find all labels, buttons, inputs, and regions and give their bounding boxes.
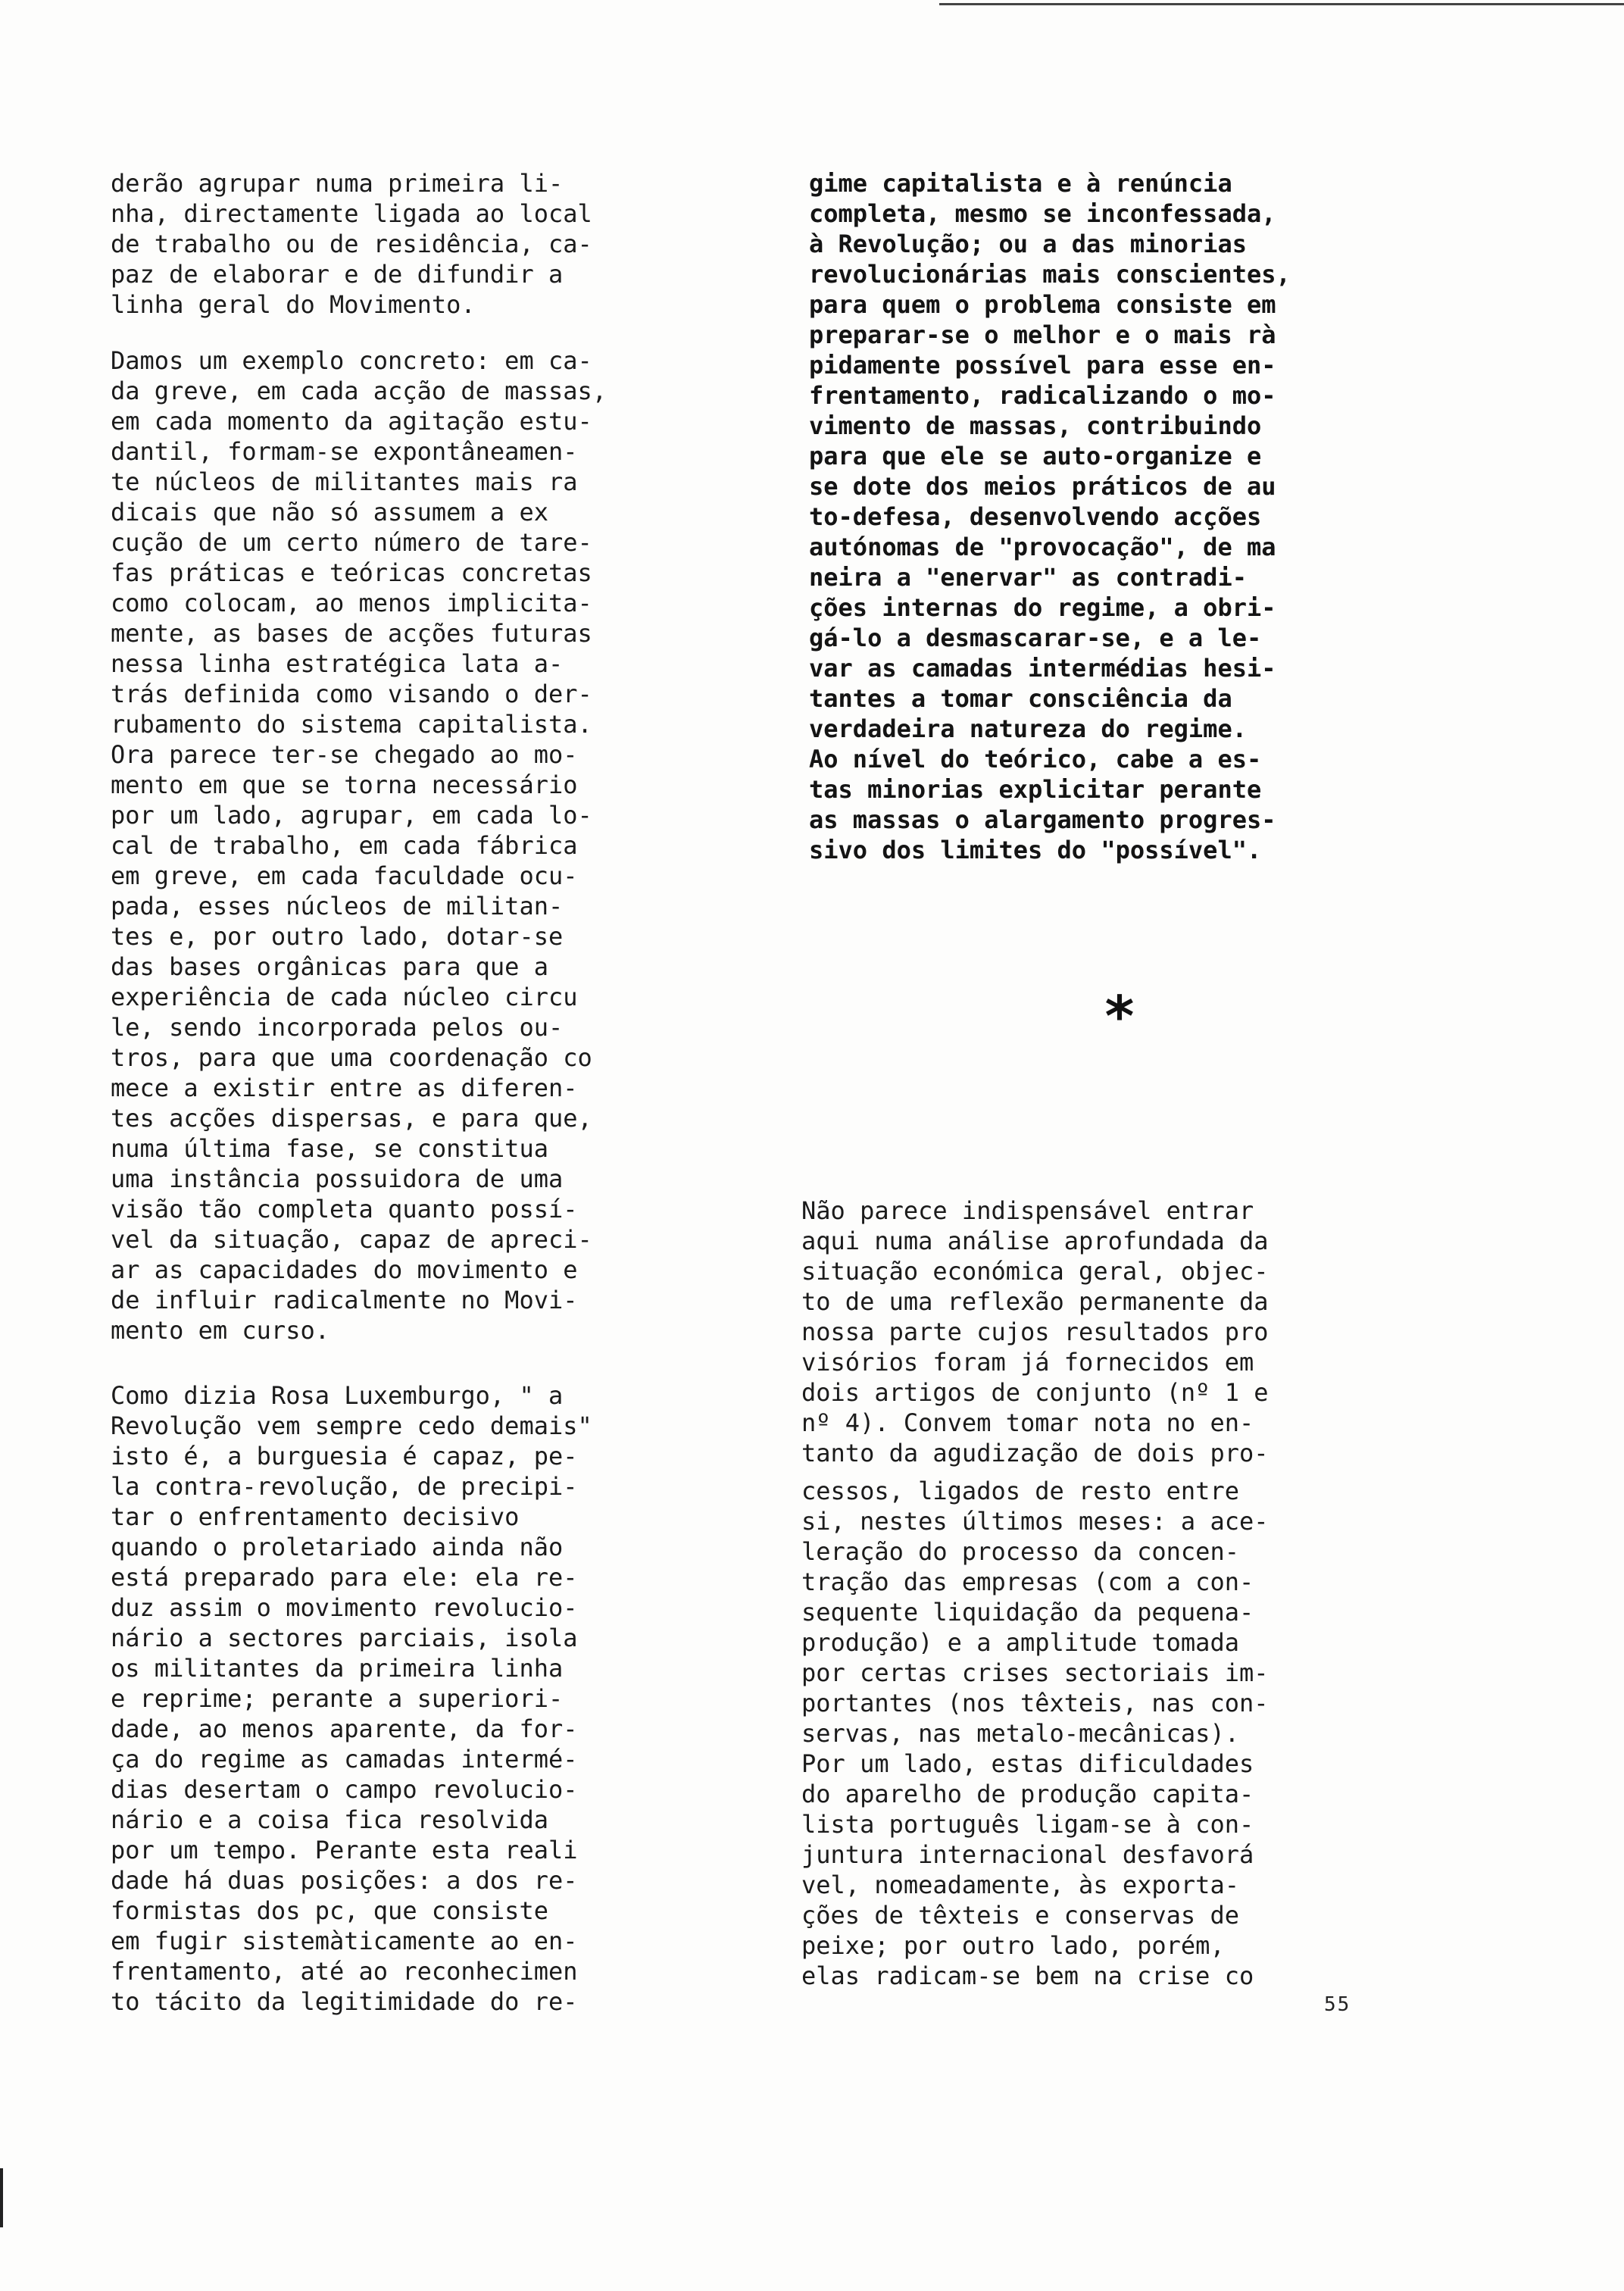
left-edge-mark (0, 2168, 3, 2227)
left-paragraph-1: derão agrupar numa primeira li- nha, directamente ligada ao local de trabalho ou de residência, ca- paz de elaborar e de difundir a linha geral do Movimento. (111, 169, 592, 319)
left-paragraph-3: Como dizia Rosa Luxemburgo, " a Revolução vem sempre cedo demais" isto é, a burguesia é capaz, pe- la contra-revolução, de precipi- tar o enfrentamento decisivo quando o proletariado ainda não está preparado para ele: ela re- duz assim o movimento revolucio- nário a sectores parciais, isola os militantes da primeira linha e reprime; perante a superiori- dade, ao menos aparente, da for- ça do regime as camadas intermé- dias desertam o campo revolucio- nário e a coisa fica resolvida por um tempo. Perante esta reali dade há duas posições: a dos re- formistas dos pc, que consiste em fugir sistemàticamente ao en- frentamento, até ao reconhecimen to tácito da legitimidade do re- (111, 1381, 592, 2016)
right-column-top (809, 168, 1445, 865)
right-paragraph-3: cessos, ligados de resto entre si, nestes últimos meses: a ace- leração do processo da concen- tração das empresas (com a con- sequente liquidação da pequena- produção) e a amplitude tomada por certas crises sectoriais im- portantes (nos têxteis, nas con- servas, nas metalo-mecânicas). Por um lado, estas dificuldades do aparelho de produção capita- lista português ligam-se à con- juntura internacional desfavorá vel, nomeadamente, às exporta- ções de têxteis e conservas de peixe; por outro lado, porém, elas radicam-se bem na crise co (801, 1477, 1269, 1990)
section-separator-asterisk: * (1104, 984, 1135, 1049)
right-paragraph-2: Não parece indispensável entrar aqui numa análise aprofundada da situação económica geral, objec- to de uma reflexão permanente da nossa parte cujos resultados pro visórios foram já fornecidos em dois artigos de conjunto (nº 1 e nº 4). Convem tomar nota no en- tanto da agudização de dois pro- (801, 1196, 1269, 1467)
left-column (111, 168, 747, 2017)
right-paragraph-1: gime capitalista e à renúncia completa, mesmo se inconfessada, à Revolução; ou a das minorias revolucionárias mais conscientes, para quem o problema consiste em preparar-se o melhor e o mais rà pidamente possível para esse en- frentamento, radicalizando o mo- vimento de massas, contribuindo para que ele se auto-organize e se dote dos meios práticos de au to-defesa, desenvolvendo acções autónomas de "provocação", de ma neira a "enervar" as contradi- ções internas do regime, a obri- gá-lo a desmascarar-se, e a le- var as camadas intermédias hesi- tantes a tomar consciência da verdadeira natureza do regime. Ao nível do teórico, cabe a es- tas minorias explicitar perante as massas o alargamento progres- sivo dos limites do "possível". (809, 169, 1291, 864)
top-edge-rule (939, 3, 1624, 5)
page-number: 55 (1324, 1993, 1351, 2016)
right-column-bottom (801, 1196, 1438, 1991)
left-paragraph-2: Damos um exemplo concreto: em ca- da greve, em cada acção de massas, em cada momento da agitação estu- dantil, formam-se expontâneamen- te núcleos de militantes mais ra dicais que não só assumem a ex cução de um certo número de tare- fas práticas e teóricas concretas como colocam, ao menos implicita- mente, as bases de acções futuras nessa linha estratégica lata a- trás definida como visando o der- rubamento do sistema capitalista. Ora parece ter-se chegado ao mo- mento em que se torna necessário por um lado, agrupar, em cada lo- cal de trabalho, em cada fábrica em greve, em cada faculdade ocu- pada, esses núcleos de militan- tes e, por outro lado, dotar-se das bases orgânicas para que a experiência de cada núcleo circu le, sendo incorporada pelos ou- tros, para que uma coordenação co mece a existir entre as diferen- tes acções dispersas, e para que, numa última fase, se constitua uma instância possuidora de uma visão tão completa quanto possí- vel da situação, capaz de apreci- ar as capacidades do movimento e de influir radicalmente no Movi- mento em curso. (111, 346, 607, 1345)
